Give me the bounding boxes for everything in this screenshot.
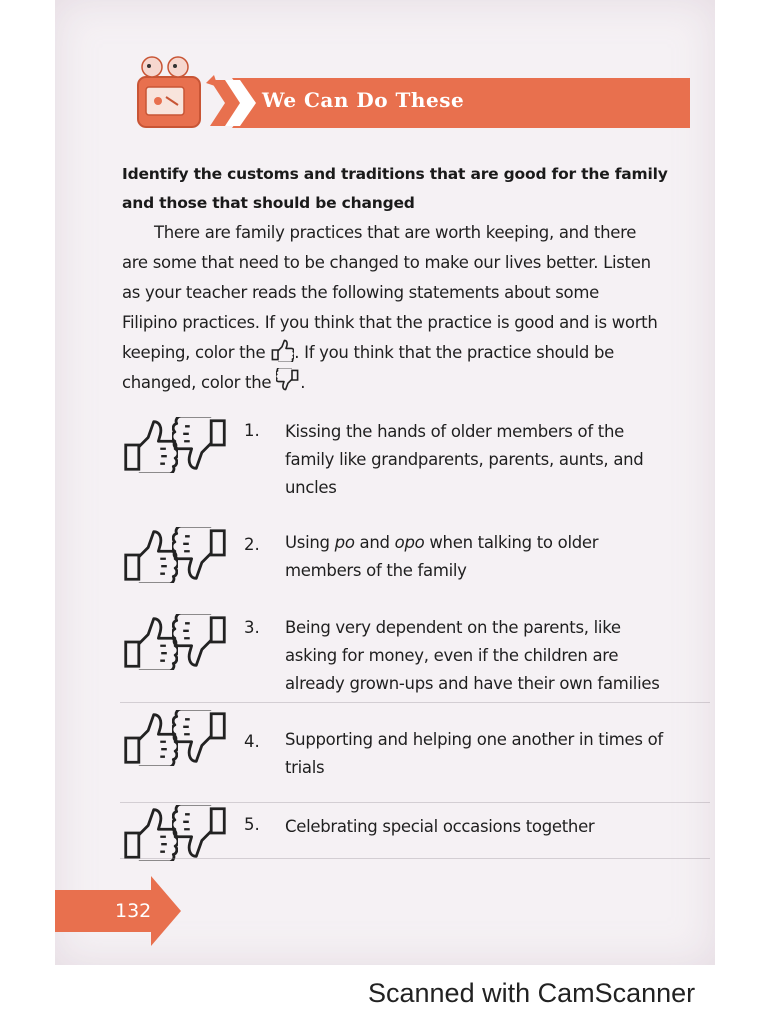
thumb-pair[interactable] (120, 708, 230, 768)
thumbs-down-icon (172, 709, 224, 761)
item-number: 4. (244, 732, 260, 751)
item-number: 1. (244, 421, 260, 440)
divider (120, 702, 710, 703)
thumbs-up-icon (126, 422, 178, 474)
item-text (285, 418, 715, 502)
item-text (285, 529, 715, 585)
thumbs-up-icon (270, 338, 294, 362)
thumbs-up-icon (126, 532, 178, 584)
intro-line-3: as your teacher reads the following statements about some (122, 283, 599, 302)
intro-line-6b: . (300, 373, 306, 392)
heading-line-2: and those that should be changed (122, 194, 415, 212)
item-line: already grown-ups and have their own families (285, 674, 660, 693)
thumbs-down-icon (276, 368, 300, 392)
scanner-watermark: Scanned with CamScanner (368, 978, 696, 1008)
thumb-pair[interactable] (120, 415, 230, 475)
intro-line-1: There are family practices that are worth keeping, and there (154, 223, 637, 242)
thumb-pair[interactable] (120, 525, 230, 585)
section-banner (170, 74, 690, 132)
thumbs-down-icon (172, 416, 224, 468)
intro-line-5a: keeping, color the (122, 343, 266, 362)
item-line: Supporting and helping one another in times of (285, 730, 663, 749)
item-number: 3. (244, 618, 260, 637)
item-number: 5. (244, 815, 260, 834)
item-text (285, 614, 715, 698)
thumbs-down-icon (172, 526, 224, 578)
heading-line-1: Identify the customs and traditions that are good for the family (122, 165, 668, 183)
banner-title: We Can Do These (262, 88, 465, 112)
italic-word-po: po (334, 533, 355, 552)
item-line: Celebrating special occasions together (285, 817, 595, 836)
item-line: Using po and opo when talking to older (285, 533, 599, 552)
intro-paragraph (122, 218, 712, 398)
thumb-pair[interactable] (120, 803, 230, 863)
thumbs-down-icon (172, 613, 224, 665)
page-number-tab (55, 876, 185, 950)
italic-word-opo: opo (394, 533, 425, 552)
intro-line-5b: . If you think that the practice should be (294, 343, 614, 362)
item-line: Kissing the hands of older members of the (285, 422, 624, 441)
divider (120, 858, 710, 859)
item-line: asking for money, even if the children are (285, 646, 619, 665)
thumbs-up-icon (126, 810, 178, 862)
intro-line-6a: changed, color the (122, 373, 272, 392)
item-line: members of the family (285, 561, 467, 580)
item-line: uncles (285, 478, 337, 497)
activity-instructions-heading (122, 160, 712, 218)
thumbs-down-icon (172, 804, 224, 856)
item-line: Being very dependent on the parents, like (285, 618, 621, 637)
thumbs-up-icon (126, 619, 178, 671)
page-number: 132 (115, 900, 152, 922)
thumb-pair[interactable] (120, 612, 230, 672)
intro-line-4: Filipino practices. If you think that the practice is good and is worth (122, 313, 658, 332)
item-text (285, 813, 715, 841)
item-text (285, 726, 715, 782)
item-line: trials (285, 758, 325, 777)
thumbs-up-icon (126, 715, 178, 767)
item-line: family like grandparents, parents, aunts, and (285, 450, 644, 469)
item-number: 2. (244, 535, 260, 554)
intro-line-2: are some that need to be changed to make our lives better. Listen (122, 253, 651, 272)
